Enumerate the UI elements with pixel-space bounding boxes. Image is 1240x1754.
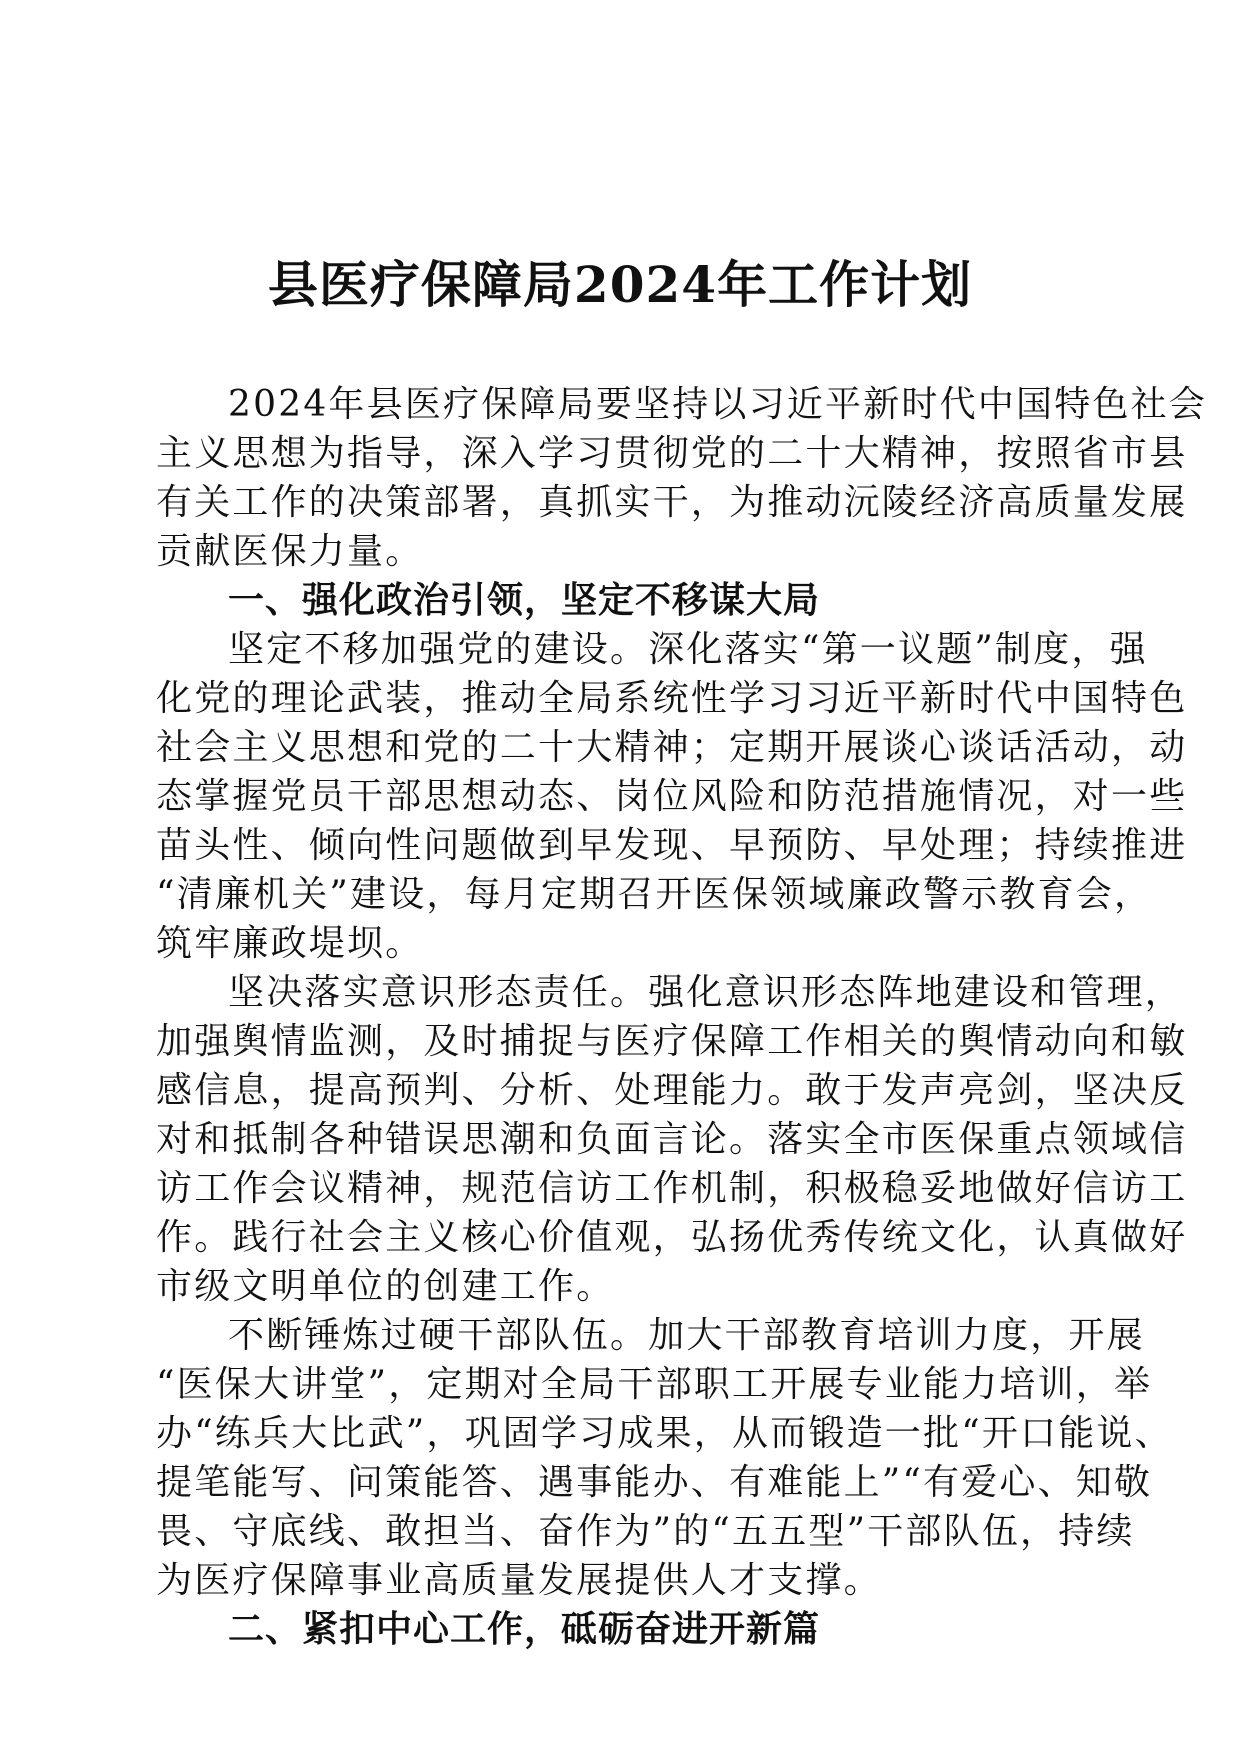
paragraph-line: 筑牢廉政堤坝。 xyxy=(156,923,424,964)
paragraph-line: 主义思想为指导，深入学习贯彻党的二十大精神，按照省市县 xyxy=(156,433,1188,474)
paragraph-line: 坚定不移加强党的建设。深化落实“第一议题”制度，强 xyxy=(228,629,1148,670)
paragraph-line: 加强舆情监测，及时捕捉与医疗保障工作相关的舆情动向和敏 xyxy=(156,1021,1188,1062)
paragraph-line: 苗头性、倾向性问题做到早发现、早预防、早处理；持续推进 xyxy=(156,825,1188,866)
paragraph-line: 有关工作的决策部署，真抓实干，为推动沅陵经济高质量发展 xyxy=(156,482,1188,523)
paragraph-line: 感信息，提高预判、分析、处理能力。敢于发声亮剑，坚决反 xyxy=(156,1070,1188,1111)
paragraph-line: 访工作会议精神，规范信访工作机制，积极稳妥地做好信访工 xyxy=(156,1168,1188,1209)
document-body xyxy=(156,380,1208,1654)
paragraph-line: “医保大讲堂”，定期对全局干部职工开展专业能力培训，举 xyxy=(156,1364,1153,1405)
paragraph-line: 2024年县医疗保障局要坚持以习近平新时代中国特色社会 xyxy=(228,384,1208,425)
paragraph-line: 不断锤炼过硬干部队伍。加大干部教育培训力度，开展 xyxy=(228,1315,1145,1356)
paragraph-line: 作。践行社会主义核心价值观，弘扬优秀传统文化，认真做好 xyxy=(156,1217,1188,1258)
paragraph-line: 态掌握党员干部思想动态、岗位风险和防范措施情况，对一些 xyxy=(156,776,1188,817)
paragraph-line: 化党的理论武装，推动全局系统性学习习近平新时代中国特色 xyxy=(156,678,1188,719)
paragraph-line: 为医疗保障事业高质量发展提供人才支撑。 xyxy=(156,1560,882,1601)
paragraph-line: 市级文明单位的创建工作。 xyxy=(156,1266,615,1307)
section-heading: 一、强化政治引领，坚定不移谋大局 xyxy=(228,580,821,621)
paragraph-line: 贡献医保力量。 xyxy=(156,531,424,572)
section-heading: 二、紧扣中心工作，砥砺奋进开新篇 xyxy=(228,1609,821,1650)
paragraph-line: 社会主义思想和党的二十大精神；定期开展谈心谈话活动，动 xyxy=(156,727,1188,768)
paragraph-line: 坚决落实意识形态责任。强化意识形态阵地建设和管理， xyxy=(228,972,1184,1013)
paragraph-line: 对和抵制各种错误思潮和负面言论。落实全市医保重点领域信 xyxy=(156,1119,1188,1160)
paragraph-line: 办“练兵大比武”，巩固学习成果，从而锻造一批“开口能说、 xyxy=(156,1413,1173,1454)
paragraph-line: 提笔能写、问策能答、遇事能办、有难能上”“有爱心、知敬 xyxy=(156,1462,1153,1503)
paragraph-line: “清廉机关”建设，每月定期召开医保领域廉政警示教育会， xyxy=(156,874,1153,915)
page-title: 县医疗保障局2024年工作计划 xyxy=(267,255,973,314)
paragraph-line: 畏、守底线、敢担当、奋作为”的“五五型”干部队伍，持续 xyxy=(156,1511,1135,1552)
